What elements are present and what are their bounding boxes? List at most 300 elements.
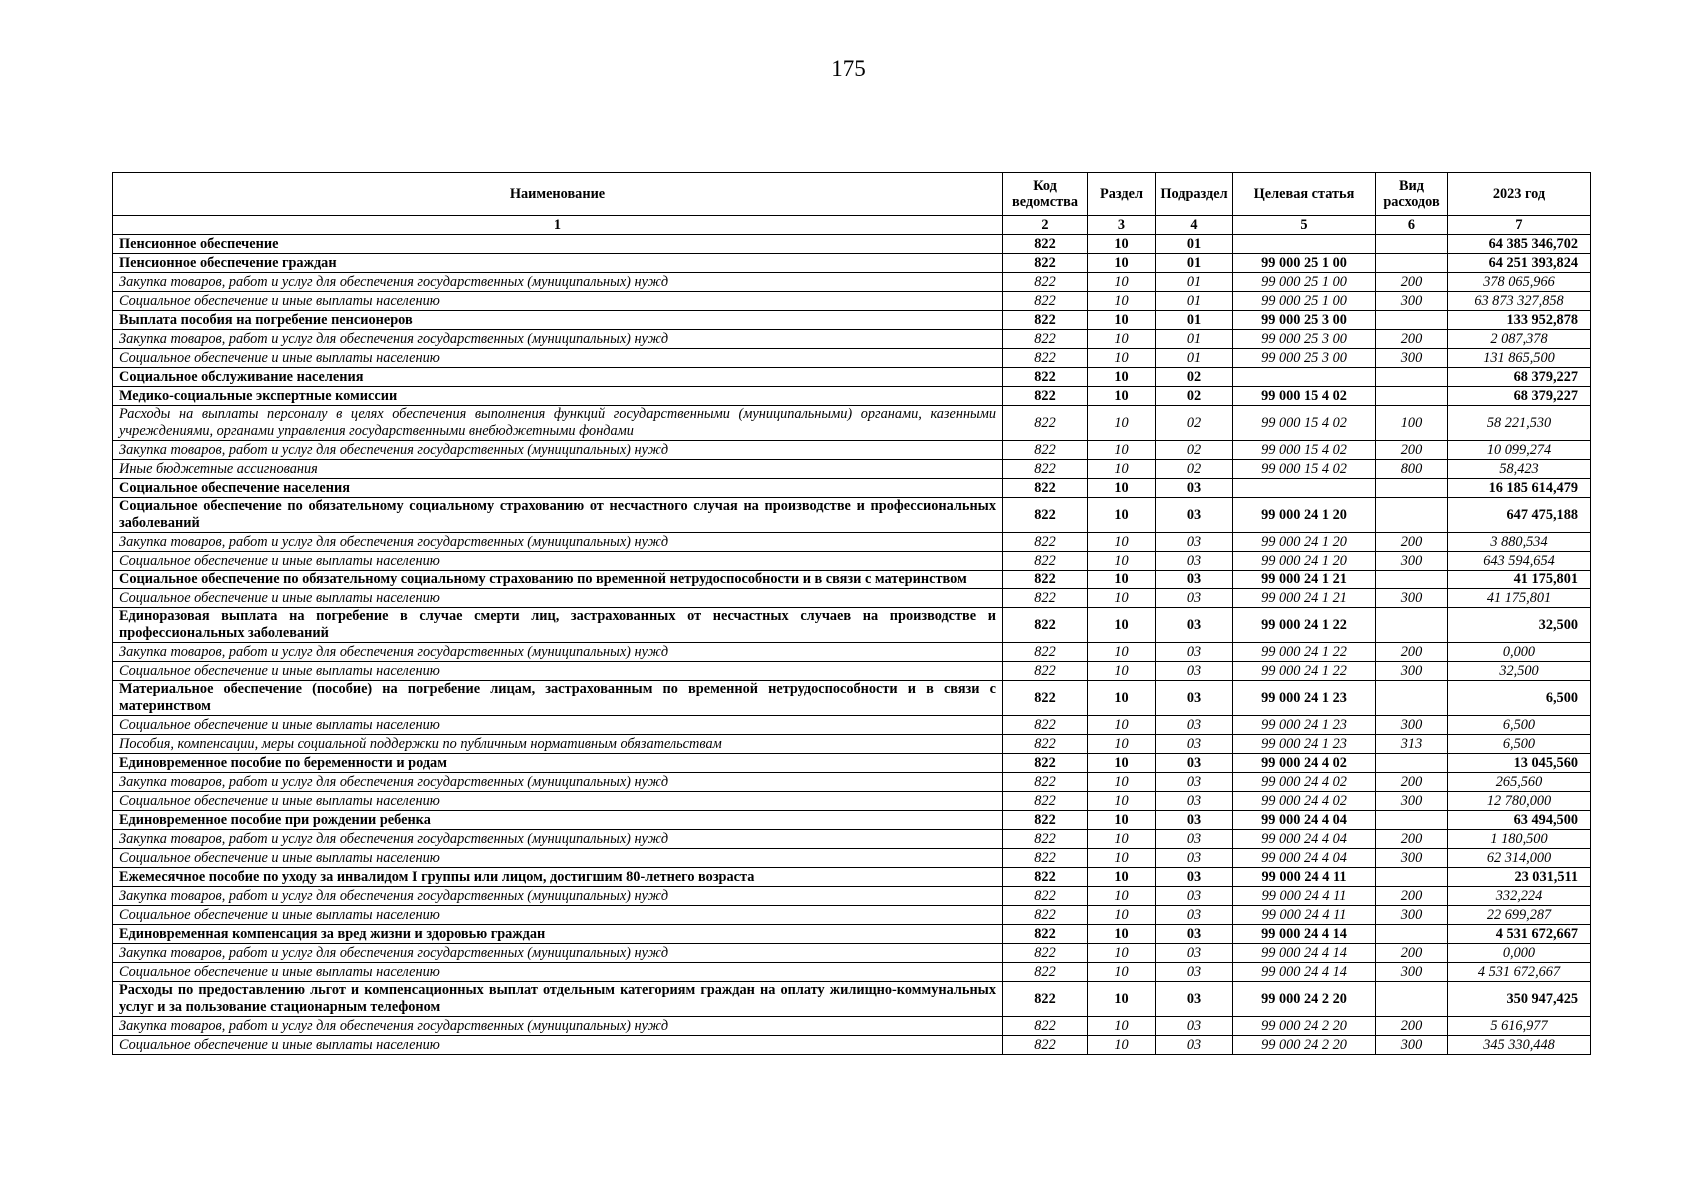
row-section: 10 bbox=[1088, 571, 1156, 589]
table-row bbox=[113, 571, 1591, 589]
row-subsection: 02 bbox=[1156, 387, 1233, 406]
column-number: 3 bbox=[1088, 216, 1156, 235]
row-subsection: 03 bbox=[1156, 735, 1233, 754]
row-section: 10 bbox=[1088, 292, 1156, 311]
row-amount: 2 087,378 bbox=[1448, 330, 1591, 349]
row-amount: 6,500 bbox=[1448, 716, 1591, 735]
table-row bbox=[113, 849, 1591, 868]
row-amount: 0,000 bbox=[1448, 944, 1591, 963]
row-section: 10 bbox=[1088, 330, 1156, 349]
row-expense-type: 200 bbox=[1376, 773, 1448, 792]
row-amount: 345 330,448 bbox=[1448, 1036, 1591, 1055]
row-amount: 378 065,966 bbox=[1448, 273, 1591, 292]
column-number: 4 bbox=[1156, 216, 1233, 235]
row-amount: 23 031,511 bbox=[1448, 868, 1591, 887]
table-row bbox=[113, 589, 1591, 608]
row-name: Социальное обеспечение по обязательному социальному страхованию от несчастного случая на производстве и профессиональных заболеваний bbox=[113, 498, 1003, 533]
row-expense-type: 300 bbox=[1376, 589, 1448, 608]
row-section: 10 bbox=[1088, 552, 1156, 571]
row-amount: 133 952,878 bbox=[1448, 311, 1591, 330]
row-section: 10 bbox=[1088, 406, 1156, 441]
row-subsection: 03 bbox=[1156, 681, 1233, 716]
row-department-code: 822 bbox=[1003, 311, 1088, 330]
row-amount: 68 379,227 bbox=[1448, 368, 1591, 387]
row-target-article: 99 000 25 3 00 bbox=[1233, 349, 1376, 368]
row-amount: 332,224 bbox=[1448, 887, 1591, 906]
row-expense-type bbox=[1376, 681, 1448, 716]
row-subsection: 02 bbox=[1156, 368, 1233, 387]
row-department-code: 822 bbox=[1003, 643, 1088, 662]
row-subsection: 03 bbox=[1156, 887, 1233, 906]
row-department-code: 822 bbox=[1003, 1036, 1088, 1055]
row-department-code: 822 bbox=[1003, 441, 1088, 460]
row-name: Социальное обеспечение и иные выплаты населению bbox=[113, 349, 1003, 368]
row-department-code: 822 bbox=[1003, 1017, 1088, 1036]
row-department-code: 822 bbox=[1003, 925, 1088, 944]
row-expense-type: 200 bbox=[1376, 830, 1448, 849]
row-amount: 647 475,188 bbox=[1448, 498, 1591, 533]
row-target-article: 99 000 24 1 23 bbox=[1233, 681, 1376, 716]
column-number: 2 bbox=[1003, 216, 1088, 235]
row-name: Закупка товаров, работ и услуг для обеспечения государственных (муниципальных) нужд bbox=[113, 273, 1003, 292]
row-subsection: 03 bbox=[1156, 589, 1233, 608]
row-expense-type bbox=[1376, 479, 1448, 498]
row-target-article: 99 000 15 4 02 bbox=[1233, 406, 1376, 441]
row-name: Закупка товаров, работ и услуг для обеспечения государственных (муниципальных) нужд bbox=[113, 830, 1003, 849]
row-target-article: 99 000 24 1 20 bbox=[1233, 533, 1376, 552]
table-row bbox=[113, 643, 1591, 662]
row-expense-type: 313 bbox=[1376, 735, 1448, 754]
row-department-code: 822 bbox=[1003, 868, 1088, 887]
row-amount: 4 531 672,667 bbox=[1448, 925, 1591, 944]
row-name: Единовременное пособие по беременности и родам bbox=[113, 754, 1003, 773]
row-section: 10 bbox=[1088, 235, 1156, 254]
header-expense-type: Вид расходов bbox=[1376, 173, 1448, 216]
row-expense-type: 200 bbox=[1376, 330, 1448, 349]
row-name: Расходы по предоставлению льгот и компенсационных выплат отдельным категориям граждан на оплату жилищно-коммунальных услуг и за пользование стационарным телефоном bbox=[113, 982, 1003, 1017]
row-department-code: 822 bbox=[1003, 735, 1088, 754]
table-row bbox=[113, 460, 1591, 479]
row-expense-type bbox=[1376, 387, 1448, 406]
row-amount: 10 099,274 bbox=[1448, 441, 1591, 460]
row-amount: 41 175,801 bbox=[1448, 589, 1591, 608]
row-section: 10 bbox=[1088, 849, 1156, 868]
row-amount: 64 251 393,824 bbox=[1448, 254, 1591, 273]
row-section: 10 bbox=[1088, 387, 1156, 406]
row-section: 10 bbox=[1088, 368, 1156, 387]
row-section: 10 bbox=[1088, 944, 1156, 963]
table-row bbox=[113, 533, 1591, 552]
row-amount: 63 494,500 bbox=[1448, 811, 1591, 830]
row-target-article: 99 000 15 4 02 bbox=[1233, 460, 1376, 479]
row-department-code: 822 bbox=[1003, 292, 1088, 311]
row-section: 10 bbox=[1088, 1017, 1156, 1036]
table-row bbox=[113, 235, 1591, 254]
row-name: Закупка товаров, работ и услуг для обеспечения государственных (муниципальных) нужд bbox=[113, 887, 1003, 906]
row-name: Единоразовая выплата на погребение в случае смерти лиц, застрахованных от несчастных случаев на производстве и профессиональных заболеваний bbox=[113, 608, 1003, 643]
row-department-code: 822 bbox=[1003, 571, 1088, 589]
row-target-article: 99 000 24 4 11 bbox=[1233, 868, 1376, 887]
row-amount: 41 175,801 bbox=[1448, 571, 1591, 589]
row-section: 10 bbox=[1088, 460, 1156, 479]
row-expense-type: 200 bbox=[1376, 273, 1448, 292]
table-row bbox=[113, 441, 1591, 460]
row-section: 10 bbox=[1088, 925, 1156, 944]
row-target-article: 99 000 15 4 02 bbox=[1233, 441, 1376, 460]
row-subsection: 01 bbox=[1156, 273, 1233, 292]
row-amount: 68 379,227 bbox=[1448, 387, 1591, 406]
row-subsection: 03 bbox=[1156, 1036, 1233, 1055]
row-target-article: 99 000 24 4 11 bbox=[1233, 906, 1376, 925]
row-section: 10 bbox=[1088, 273, 1156, 292]
table-row bbox=[113, 608, 1591, 643]
row-subsection: 03 bbox=[1156, 608, 1233, 643]
row-section: 10 bbox=[1088, 533, 1156, 552]
row-expense-type: 200 bbox=[1376, 643, 1448, 662]
row-amount: 13 045,560 bbox=[1448, 754, 1591, 773]
table-row bbox=[113, 754, 1591, 773]
table-row bbox=[113, 479, 1591, 498]
row-subsection: 01 bbox=[1156, 235, 1233, 254]
row-subsection: 03 bbox=[1156, 662, 1233, 681]
row-amount: 3 880,534 bbox=[1448, 533, 1591, 552]
row-expense-type: 300 bbox=[1376, 849, 1448, 868]
row-section: 10 bbox=[1088, 643, 1156, 662]
row-subsection: 03 bbox=[1156, 754, 1233, 773]
row-subsection: 02 bbox=[1156, 460, 1233, 479]
row-section: 10 bbox=[1088, 254, 1156, 273]
row-name: Социальное обеспечение населения bbox=[113, 479, 1003, 498]
row-amount: 350 947,425 bbox=[1448, 982, 1591, 1017]
row-name: Социальное обеспечение и иные выплаты населению bbox=[113, 963, 1003, 982]
row-section: 10 bbox=[1088, 811, 1156, 830]
row-amount: 22 699,287 bbox=[1448, 906, 1591, 925]
row-subsection: 01 bbox=[1156, 349, 1233, 368]
row-name: Закупка товаров, работ и услуг для обеспечения государственных (муниципальных) нужд bbox=[113, 441, 1003, 460]
row-target-article: 99 000 24 2 20 bbox=[1233, 1036, 1376, 1055]
table-row bbox=[113, 368, 1591, 387]
row-target-article: 99 000 24 4 14 bbox=[1233, 963, 1376, 982]
row-expense-type bbox=[1376, 868, 1448, 887]
row-subsection: 03 bbox=[1156, 643, 1233, 662]
row-expense-type bbox=[1376, 368, 1448, 387]
row-name: Ежемесячное пособие по уходу за инвалидом I группы или лицом, достигшим 80-летнего возраста bbox=[113, 868, 1003, 887]
row-expense-type bbox=[1376, 235, 1448, 254]
row-department-code: 822 bbox=[1003, 754, 1088, 773]
row-department-code: 822 bbox=[1003, 254, 1088, 273]
row-department-code: 822 bbox=[1003, 498, 1088, 533]
table-row bbox=[113, 906, 1591, 925]
table-row bbox=[113, 406, 1591, 441]
row-name: Закупка товаров, работ и услуг для обеспечения государственных (муниципальных) нужд bbox=[113, 533, 1003, 552]
row-department-code: 822 bbox=[1003, 792, 1088, 811]
row-section: 10 bbox=[1088, 906, 1156, 925]
row-section: 10 bbox=[1088, 498, 1156, 533]
row-expense-type: 300 bbox=[1376, 792, 1448, 811]
table-row bbox=[113, 254, 1591, 273]
row-expense-type bbox=[1376, 925, 1448, 944]
row-target-article: 99 000 24 1 20 bbox=[1233, 498, 1376, 533]
row-name: Социальное обеспечение и иные выплаты населению bbox=[113, 589, 1003, 608]
row-target-article: 99 000 15 4 02 bbox=[1233, 387, 1376, 406]
row-subsection: 02 bbox=[1156, 441, 1233, 460]
table-row bbox=[113, 963, 1591, 982]
row-target-article: 99 000 24 4 02 bbox=[1233, 773, 1376, 792]
row-expense-type bbox=[1376, 254, 1448, 273]
row-target-article: 99 000 24 1 20 bbox=[1233, 552, 1376, 571]
table-row bbox=[113, 552, 1591, 571]
row-section: 10 bbox=[1088, 716, 1156, 735]
table-row bbox=[113, 773, 1591, 792]
table-row bbox=[113, 887, 1591, 906]
table-row bbox=[113, 982, 1591, 1017]
row-section: 10 bbox=[1088, 773, 1156, 792]
row-department-code: 822 bbox=[1003, 235, 1088, 254]
row-subsection: 03 bbox=[1156, 571, 1233, 589]
table-body bbox=[113, 235, 1591, 1055]
row-name: Социальное обеспечение и иные выплаты населению bbox=[113, 1036, 1003, 1055]
row-amount: 5 616,977 bbox=[1448, 1017, 1591, 1036]
header-name: Наименование bbox=[113, 173, 1003, 216]
row-expense-type: 300 bbox=[1376, 552, 1448, 571]
row-name: Материальное обеспечение (пособие) на погребение лицам, застрахованным по временной нетрудоспособности и в связи с материнством bbox=[113, 681, 1003, 716]
row-amount: 0,000 bbox=[1448, 643, 1591, 662]
row-subsection: 03 bbox=[1156, 944, 1233, 963]
row-name: Пособия, компенсации, меры социальной поддержки по публичным нормативным обязательствам bbox=[113, 735, 1003, 754]
row-subsection: 03 bbox=[1156, 982, 1233, 1017]
row-target-article: 99 000 24 2 20 bbox=[1233, 1017, 1376, 1036]
row-subsection: 01 bbox=[1156, 254, 1233, 273]
row-amount: 58,423 bbox=[1448, 460, 1591, 479]
row-target-article: 99 000 24 1 23 bbox=[1233, 735, 1376, 754]
row-target-article: 99 000 25 3 00 bbox=[1233, 311, 1376, 330]
row-subsection: 03 bbox=[1156, 963, 1233, 982]
row-name: Расходы на выплаты персоналу в целях обеспечения выполнения функций государственными (муниципальными) органами, казенными учреждениями, органами управления государственными внебюджетными фондами bbox=[113, 406, 1003, 441]
row-department-code: 822 bbox=[1003, 368, 1088, 387]
header-department-code: Код ведомства bbox=[1003, 173, 1088, 216]
table-header-row bbox=[113, 173, 1591, 216]
row-name: Выплата пособия на погребение пенсионеров bbox=[113, 311, 1003, 330]
row-expense-type: 800 bbox=[1376, 460, 1448, 479]
table-row bbox=[113, 349, 1591, 368]
row-target-article: 99 000 24 4 02 bbox=[1233, 754, 1376, 773]
row-subsection: 03 bbox=[1156, 849, 1233, 868]
row-name: Иные бюджетные ассигнования bbox=[113, 460, 1003, 479]
table-row bbox=[113, 716, 1591, 735]
table-row bbox=[113, 292, 1591, 311]
table-row bbox=[113, 681, 1591, 716]
row-expense-type: 300 bbox=[1376, 906, 1448, 925]
row-target-article: 99 000 24 4 04 bbox=[1233, 811, 1376, 830]
row-department-code: 822 bbox=[1003, 811, 1088, 830]
row-name: Социальное обеспечение по обязательному социальному страхованию по временной нетрудоспособности и в связи с материнством bbox=[113, 571, 1003, 589]
row-subsection: 01 bbox=[1156, 311, 1233, 330]
table-row bbox=[113, 273, 1591, 292]
row-name: Закупка товаров, работ и услуг для обеспечения государственных (муниципальных) нужд bbox=[113, 944, 1003, 963]
row-name: Единовременное пособие при рождении ребенка bbox=[113, 811, 1003, 830]
row-target-article bbox=[1233, 235, 1376, 254]
row-department-code: 822 bbox=[1003, 552, 1088, 571]
row-target-article: 99 000 24 1 22 bbox=[1233, 662, 1376, 681]
row-expense-type bbox=[1376, 608, 1448, 643]
row-amount: 64 385 346,702 bbox=[1448, 235, 1591, 254]
row-target-article: 99 000 24 4 11 bbox=[1233, 887, 1376, 906]
row-section: 10 bbox=[1088, 479, 1156, 498]
row-name: Закупка товаров, работ и услуг для обеспечения государственных (муниципальных) нужд bbox=[113, 1017, 1003, 1036]
row-subsection: 03 bbox=[1156, 906, 1233, 925]
row-department-code: 822 bbox=[1003, 906, 1088, 925]
row-target-article bbox=[1233, 368, 1376, 387]
column-number: 5 bbox=[1233, 216, 1376, 235]
row-department-code: 822 bbox=[1003, 830, 1088, 849]
row-target-article: 99 000 24 1 22 bbox=[1233, 608, 1376, 643]
row-department-code: 822 bbox=[1003, 406, 1088, 441]
row-department-code: 822 bbox=[1003, 349, 1088, 368]
row-amount: 32,500 bbox=[1448, 662, 1591, 681]
row-expense-type bbox=[1376, 982, 1448, 1017]
table-row bbox=[113, 311, 1591, 330]
row-name: Социальное обеспечение и иные выплаты населению bbox=[113, 552, 1003, 571]
row-name: Социальное обеспечение и иные выплаты населению bbox=[113, 792, 1003, 811]
row-department-code: 822 bbox=[1003, 773, 1088, 792]
row-name: Социальное обеспечение и иные выплаты населению bbox=[113, 849, 1003, 868]
row-name: Социальное обеспечение и иные выплаты населению bbox=[113, 906, 1003, 925]
row-name: Пенсионное обеспечение граждан bbox=[113, 254, 1003, 273]
row-expense-type: 100 bbox=[1376, 406, 1448, 441]
row-amount: 16 185 614,479 bbox=[1448, 479, 1591, 498]
page-number: 175 bbox=[831, 56, 866, 81]
row-subsection: 02 bbox=[1156, 406, 1233, 441]
table-row bbox=[113, 792, 1591, 811]
row-name: Закупка товаров, работ и услуг для обеспечения государственных (муниципальных) нужд bbox=[113, 773, 1003, 792]
row-amount: 4 531 672,667 bbox=[1448, 963, 1591, 982]
row-expense-type: 200 bbox=[1376, 533, 1448, 552]
row-department-code: 822 bbox=[1003, 681, 1088, 716]
table-row bbox=[113, 330, 1591, 349]
row-section: 10 bbox=[1088, 735, 1156, 754]
row-section: 10 bbox=[1088, 662, 1156, 681]
row-expense-type: 200 bbox=[1376, 944, 1448, 963]
table-row bbox=[113, 868, 1591, 887]
row-name: Закупка товаров, работ и услуг для обеспечения государственных (муниципальных) нужд bbox=[113, 643, 1003, 662]
row-department-code: 822 bbox=[1003, 330, 1088, 349]
table-row bbox=[113, 1036, 1591, 1055]
column-number-row bbox=[113, 216, 1591, 235]
header-section: Раздел bbox=[1088, 173, 1156, 216]
row-section: 10 bbox=[1088, 681, 1156, 716]
row-amount: 643 594,654 bbox=[1448, 552, 1591, 571]
table-row bbox=[113, 735, 1591, 754]
header-subsection: Подраздел bbox=[1156, 173, 1233, 216]
row-target-article: 99 000 24 2 20 bbox=[1233, 982, 1376, 1017]
row-department-code: 822 bbox=[1003, 716, 1088, 735]
row-section: 10 bbox=[1088, 311, 1156, 330]
row-target-article bbox=[1233, 479, 1376, 498]
table-row bbox=[113, 1017, 1591, 1036]
row-amount: 12 780,000 bbox=[1448, 792, 1591, 811]
row-section: 10 bbox=[1088, 830, 1156, 849]
row-expense-type: 300 bbox=[1376, 963, 1448, 982]
row-department-code: 822 bbox=[1003, 479, 1088, 498]
row-subsection: 03 bbox=[1156, 716, 1233, 735]
table-row bbox=[113, 662, 1591, 681]
column-number: 7 bbox=[1448, 216, 1591, 235]
table-row bbox=[113, 830, 1591, 849]
row-expense-type: 300 bbox=[1376, 292, 1448, 311]
row-target-article: 99 000 25 3 00 bbox=[1233, 330, 1376, 349]
row-expense-type: 200 bbox=[1376, 887, 1448, 906]
row-expense-type: 200 bbox=[1376, 441, 1448, 460]
row-expense-type: 300 bbox=[1376, 716, 1448, 735]
table-row bbox=[113, 498, 1591, 533]
row-section: 10 bbox=[1088, 608, 1156, 643]
row-expense-type bbox=[1376, 571, 1448, 589]
row-subsection: 03 bbox=[1156, 830, 1233, 849]
row-subsection: 01 bbox=[1156, 292, 1233, 311]
row-subsection: 03 bbox=[1156, 792, 1233, 811]
table-row bbox=[113, 811, 1591, 830]
row-section: 10 bbox=[1088, 349, 1156, 368]
row-department-code: 822 bbox=[1003, 662, 1088, 681]
row-subsection: 03 bbox=[1156, 479, 1233, 498]
row-expense-type: 300 bbox=[1376, 349, 1448, 368]
row-name: Социальное обслуживание населения bbox=[113, 368, 1003, 387]
row-department-code: 822 bbox=[1003, 849, 1088, 868]
row-section: 10 bbox=[1088, 792, 1156, 811]
row-name: Медико-социальные экспертные комиссии bbox=[113, 387, 1003, 406]
row-target-article: 99 000 25 1 00 bbox=[1233, 292, 1376, 311]
row-section: 10 bbox=[1088, 982, 1156, 1017]
row-section: 10 bbox=[1088, 963, 1156, 982]
row-name: Единовременная компенсация за вред жизни и здоровью граждан bbox=[113, 925, 1003, 944]
row-department-code: 822 bbox=[1003, 273, 1088, 292]
row-target-article: 99 000 25 1 00 bbox=[1233, 254, 1376, 273]
row-amount: 63 873 327,858 bbox=[1448, 292, 1591, 311]
row-section: 10 bbox=[1088, 589, 1156, 608]
row-amount: 6,500 bbox=[1448, 681, 1591, 716]
row-subsection: 03 bbox=[1156, 1017, 1233, 1036]
row-subsection: 01 bbox=[1156, 330, 1233, 349]
row-department-code: 822 bbox=[1003, 589, 1088, 608]
row-name: Пенсионное обеспечение bbox=[113, 235, 1003, 254]
row-name: Социальное обеспечение и иные выплаты населению bbox=[113, 292, 1003, 311]
row-subsection: 03 bbox=[1156, 868, 1233, 887]
row-amount: 62 314,000 bbox=[1448, 849, 1591, 868]
row-department-code: 822 bbox=[1003, 982, 1088, 1017]
row-target-article: 99 000 24 4 02 bbox=[1233, 792, 1376, 811]
row-target-article: 99 000 24 4 04 bbox=[1233, 849, 1376, 868]
row-section: 10 bbox=[1088, 887, 1156, 906]
row-subsection: 03 bbox=[1156, 811, 1233, 830]
budget-table bbox=[112, 172, 1591, 1055]
row-subsection: 03 bbox=[1156, 925, 1233, 944]
row-amount: 32,500 bbox=[1448, 608, 1591, 643]
table-row bbox=[113, 944, 1591, 963]
row-department-code: 822 bbox=[1003, 887, 1088, 906]
row-subsection: 03 bbox=[1156, 773, 1233, 792]
row-department-code: 822 bbox=[1003, 608, 1088, 643]
row-target-article: 99 000 24 1 21 bbox=[1233, 571, 1376, 589]
row-amount: 6,500 bbox=[1448, 735, 1591, 754]
row-target-article: 99 000 24 1 23 bbox=[1233, 716, 1376, 735]
row-expense-type bbox=[1376, 811, 1448, 830]
row-amount: 131 865,500 bbox=[1448, 349, 1591, 368]
row-target-article: 99 000 24 4 14 bbox=[1233, 925, 1376, 944]
row-section: 10 bbox=[1088, 868, 1156, 887]
row-department-code: 822 bbox=[1003, 944, 1088, 963]
row-amount: 1 180,500 bbox=[1448, 830, 1591, 849]
row-section: 10 bbox=[1088, 441, 1156, 460]
